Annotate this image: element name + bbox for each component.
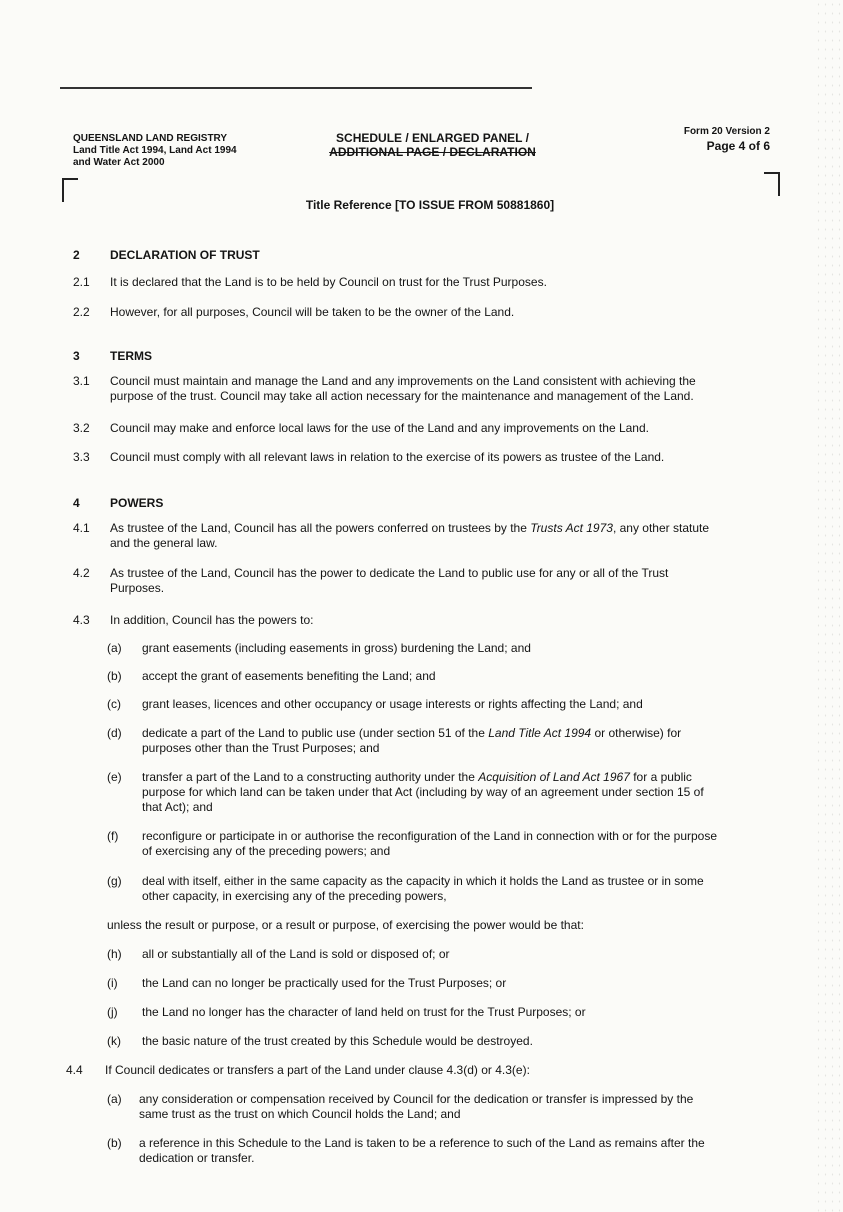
subclause-label: (k) [107,1034,121,1048]
subclause-text-part: dedicate a part of the Land to public use (under section 51 of the [142,726,489,740]
subclause-text-line3: that Act); and [142,800,213,814]
subclause-label: (f) [107,829,119,843]
subclause-label: (a) [107,1092,122,1106]
subclause-label: (d) [107,726,122,740]
subclause-text-line1: deal with itself, either in the same capacity as the capacity in which it holds the Land as trustee or in some [142,874,704,888]
subclause-label: (h) [107,947,122,961]
page-number: Page 4 of 6 [706,139,770,153]
clause-text: It is declared that the Land is to be held by Council on trust for the Trust Purposes. [110,275,547,289]
clause-text-part: , any other statute [612,521,710,535]
subclause-text-line1: any consideration or compensation received by Council for the dedication or transfer is impressed by the [139,1092,694,1106]
clause-text-line2: and the general law. [110,536,218,550]
corner-mark-right [764,172,780,196]
clause-number: 4.4 [66,1063,83,1077]
subclause-text: grant leases, licences and other occupancy or usage interests or rights affecting the Land; and [142,697,643,711]
subclause-text-part: transfer a part of the Land to a constructing authority under the [142,770,479,784]
title-reference: Title Reference [TO ISSUE FROM 50881860] [305,198,555,212]
clause-number: 4.3 [73,613,90,627]
subclause-label: (j) [107,1005,118,1019]
subclause-label: (a) [107,641,122,655]
section-heading: DECLARATION OF TRUST [110,248,260,262]
clause-text-line1: As trustee of the Land, Council has the power to dedicate the Land to public use for any or all of the Trust [110,566,669,580]
subclause-text-line2: purpose for which land can be taken under that Act (including by way of an agreement under section 15 of [142,785,704,799]
corner-mark-left [62,178,78,202]
subclause-text-line1 [142,726,681,741]
clause-number: 4.1 [73,521,90,535]
registry-name: QUEENSLAND LAND REGISTRY [73,133,228,144]
clause-text-line1 [110,521,709,536]
schedule-title [305,131,560,159]
subclause-text-part: for a public [629,770,692,784]
clause-text: In addition, Council has the powers to: [110,613,314,627]
clause-text: Council must comply with all relevant laws in relation to the exercise of its powers as trustee of the Land. [110,450,665,464]
subclause-text: grant easements (including easements in gross) burdening the Land; and [142,641,531,655]
subclause-text-line2: other capacity, in exercising any of the preceding powers, [142,889,447,903]
subclause-text-line2: dedication or transfer. [139,1151,255,1165]
schedule-title-line1: SCHEDULE / ENLARGED PANEL / [336,131,529,145]
subclause-text-line2: of exercising any of the preceding powers; and [142,844,391,858]
subclause-text-line2: purposes other than the Trust Purposes; and [142,741,380,755]
clause-text-line2: purpose of the trust. Council may take all action necessary for the maintenance and management of the Land. [110,389,694,403]
subclause-text-line1: reconfigure or participate in or authorise the reconfiguration of the Land in connection with or for the purpose [142,829,718,843]
subclause-label: (g) [107,874,122,888]
registry-block [73,133,237,169]
subclause-text-line1: a reference in this Schedule to the Land is taken to be a reference to such of the Land as remains after the [139,1136,705,1150]
section-heading: TERMS [110,349,152,363]
unless-clause: unless the result or purpose, or a result or purpose, of exercising the power would be that: [107,918,584,932]
subclause-label: (b) [107,669,122,683]
subclause-label: (i) [107,976,118,990]
clause-text-part: As trustee of the Land, Council has all the powers conferred on trustees by the [110,521,531,535]
clause-number: 2.2 [73,305,90,319]
subclause-text: accept the grant of easements benefiting the Land; and [142,669,436,683]
registry-acts-2: and Water Act 2000 [73,157,165,168]
subclause-text: the Land can no longer be practically used for the Trust Purposes; or [142,976,507,990]
subclause-label: (e) [107,770,122,784]
subclause-text: the Land no longer has the character of land held on trust for the Trust Purposes; or [142,1005,586,1019]
clause-text: If Council dedicates or transfers a part of the Land under clause 4.3(d) or 4.3(e): [105,1063,530,1077]
subclause-text: the basic nature of the trust created by this Schedule would be destroyed. [142,1034,533,1048]
schedule-title-line2: ADDITIONAL PAGE / DECLARATION [329,145,536,159]
form-version: Form 20 Version 2 [683,126,770,137]
section-number: 4 [73,496,80,510]
clause-number: 3.2 [73,421,90,435]
header-rule [60,87,532,89]
section-number: 2 [73,248,80,262]
clause-number: 3.3 [73,450,90,464]
clause-number: 4.2 [73,566,90,580]
section-number: 3 [73,349,80,363]
clause-text-line2: Purposes. [110,581,165,595]
act-name: Acquisition of Land Act 1967 [478,770,630,784]
subclause-text-line1 [142,770,692,785]
clause-number: 2.1 [73,275,90,289]
subclause-label: (c) [107,697,121,711]
subclause-text: all or substantially all of the Land is sold or disposed of; or [142,947,450,961]
clause-text: Council may make and enforce local laws for the use of the Land and any improvements on the Land. [110,421,649,435]
scan-speckle [815,0,843,1212]
subclause-label: (b) [107,1136,122,1150]
registry-acts: Land Title Act 1994, Land Act 1994 [73,145,237,156]
section-heading: POWERS [110,496,164,510]
form-info [640,125,770,153]
clause-number: 3.1 [73,374,90,388]
subclause-text-line2: same trust as the trust on which Council holds the Land; and [139,1107,461,1121]
act-name: Land Title Act 1994 [488,726,592,740]
subclause-text-part: or otherwise) for [591,726,682,740]
clause-text: However, for all purposes, Council will be taken to be the owner of the Land. [110,305,515,319]
act-name: Trusts Act 1973 [530,521,613,535]
clause-text-line1: Council must maintain and manage the Land and any improvements on the Land consistent with achieving the [110,374,696,388]
